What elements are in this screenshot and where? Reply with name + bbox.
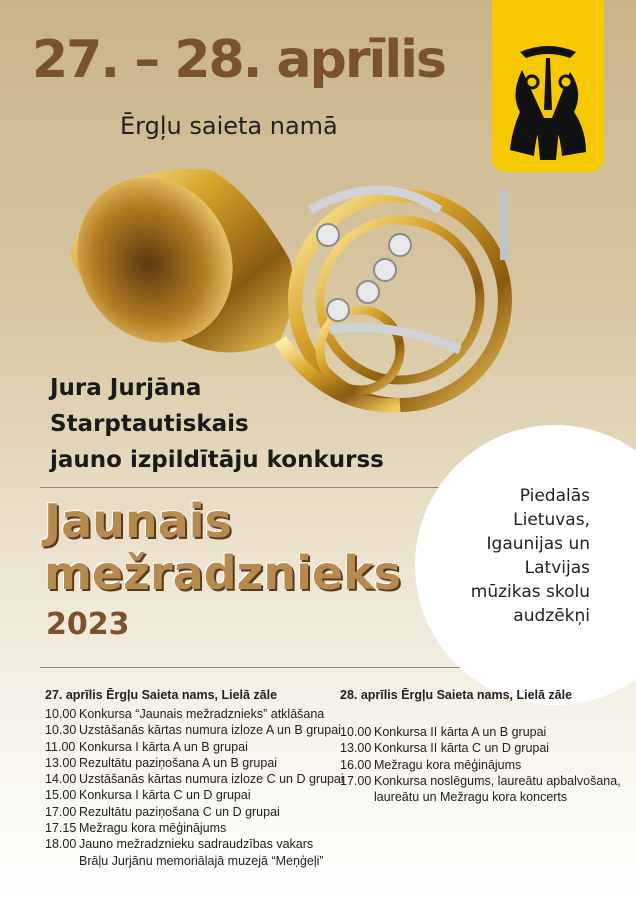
schedule-event: Konkursa “Jaunais mežradznieks” atklāšana: [79, 707, 325, 721]
title-line2: mežradznieks: [44, 546, 402, 600]
event-date: 27. – 28. aprīlis: [32, 30, 445, 90]
schedule-time: 14.00: [45, 772, 77, 787]
schedule-event: Konkursa II kārta C un D grupai: [374, 741, 550, 756]
schedule-row: [45, 755, 344, 771]
schedule-heading: 28. aprīlis Ērgļu Saieta nams, Lielā zāle: [340, 688, 573, 702]
participants-line: Lietuvas,: [513, 510, 590, 530]
schedule-row: [340, 724, 621, 740]
schedule-event: Uzstāšanās kārtas numura izloze A un B grupai: [79, 723, 341, 738]
venue-name: Ērgļu saieta namā: [120, 112, 338, 140]
schedule-event: Konkursa II kārta A un B grupai: [374, 725, 547, 739]
title-line1: Jaunais: [44, 494, 232, 548]
participants-line: Igaunijas un: [486, 534, 590, 554]
horn-silhouette-icon: [492, 0, 604, 172]
schedule-row: [45, 706, 344, 722]
schedule-day2: [340, 688, 621, 805]
schedule-event: Mežragu kora mēģinājums: [374, 757, 522, 772]
participants-line: Latvijas: [524, 558, 590, 578]
schedule-event: Rezultātu paziņošana A un B grupai: [79, 755, 278, 770]
participants-line: audzēkņi: [513, 606, 590, 626]
schedule-row: [45, 836, 344, 852]
participants-line: Piedalās: [519, 486, 590, 506]
schedule-time: 17.15: [45, 821, 77, 836]
schedule-time: 13.00: [340, 741, 372, 756]
schedule-day1: [45, 688, 344, 869]
contest-name-line3: jauno izpildītāju konkurss: [50, 447, 384, 473]
schedule-event: Brāļu Jurjānu memoriālajā muzejā “Meņģeļi”: [79, 853, 324, 868]
schedule-time: 17.00: [340, 773, 372, 788]
poster-title: [44, 495, 401, 599]
schedule-row: [340, 789, 621, 805]
schedule-row: [340, 757, 621, 773]
schedule-time: [340, 789, 374, 805]
schedule-row: [340, 773, 621, 789]
divider: [40, 667, 460, 668]
schedule-event: Rezultātu paziņošana C un D grupai: [79, 804, 280, 819]
schedule-time: 11.00: [45, 739, 76, 754]
schedule-time: 10.00: [340, 725, 372, 739]
schedule-event: Konkursa I kārta A un B grupai: [79, 739, 248, 754]
schedule-event: laureātu un Mežragu kora koncerts: [374, 790, 568, 805]
schedule-heading: 27. aprīlis Ērgļu Saieta nams, Lielā zāle: [45, 688, 278, 702]
contest-name-line2: Starptautiskais: [50, 411, 249, 437]
schedule-event: Jauno mežradznieku sadraudzības vakars: [79, 837, 314, 852]
schedule-event: Mežragu kora mēģinājums: [79, 821, 227, 836]
participants-line: mūzikas skolu: [470, 582, 590, 602]
schedule-row: [340, 740, 621, 756]
schedule-event: Konkursa I kārta C un D grupai: [79, 788, 251, 803]
schedule-event: Uzstāšanās kārtas numura izloze C un D grupai: [79, 772, 344, 787]
schedule-row: [45, 739, 344, 755]
schedule-row: [45, 853, 344, 869]
schedule-time: [45, 853, 79, 869]
schedule-time: 13.00: [45, 755, 77, 770]
schedule-row: [45, 820, 344, 836]
schedule-time: 10.00: [45, 707, 77, 721]
schedule-time: 15.00: [45, 788, 77, 803]
participants-text: [445, 484, 590, 628]
schedule-time: 17.00: [45, 804, 77, 819]
schedule-time: 16.00: [340, 757, 372, 772]
logo: [492, 0, 604, 172]
schedule-event: Konkursa noslēgums, laureātu apbalvošana,: [374, 773, 621, 788]
contest-name: [50, 370, 384, 478]
title-year: 2023: [46, 607, 130, 642]
schedule-row: [45, 804, 344, 820]
schedule-time: 18.00: [45, 837, 77, 852]
schedule-row: [45, 771, 344, 787]
divider: [40, 487, 440, 488]
schedule-row: [45, 722, 344, 738]
schedule-row: [45, 787, 344, 803]
contest-name-line1: Jura Jurjāna: [50, 375, 202, 401]
schedule-time: 10.30: [45, 723, 77, 738]
